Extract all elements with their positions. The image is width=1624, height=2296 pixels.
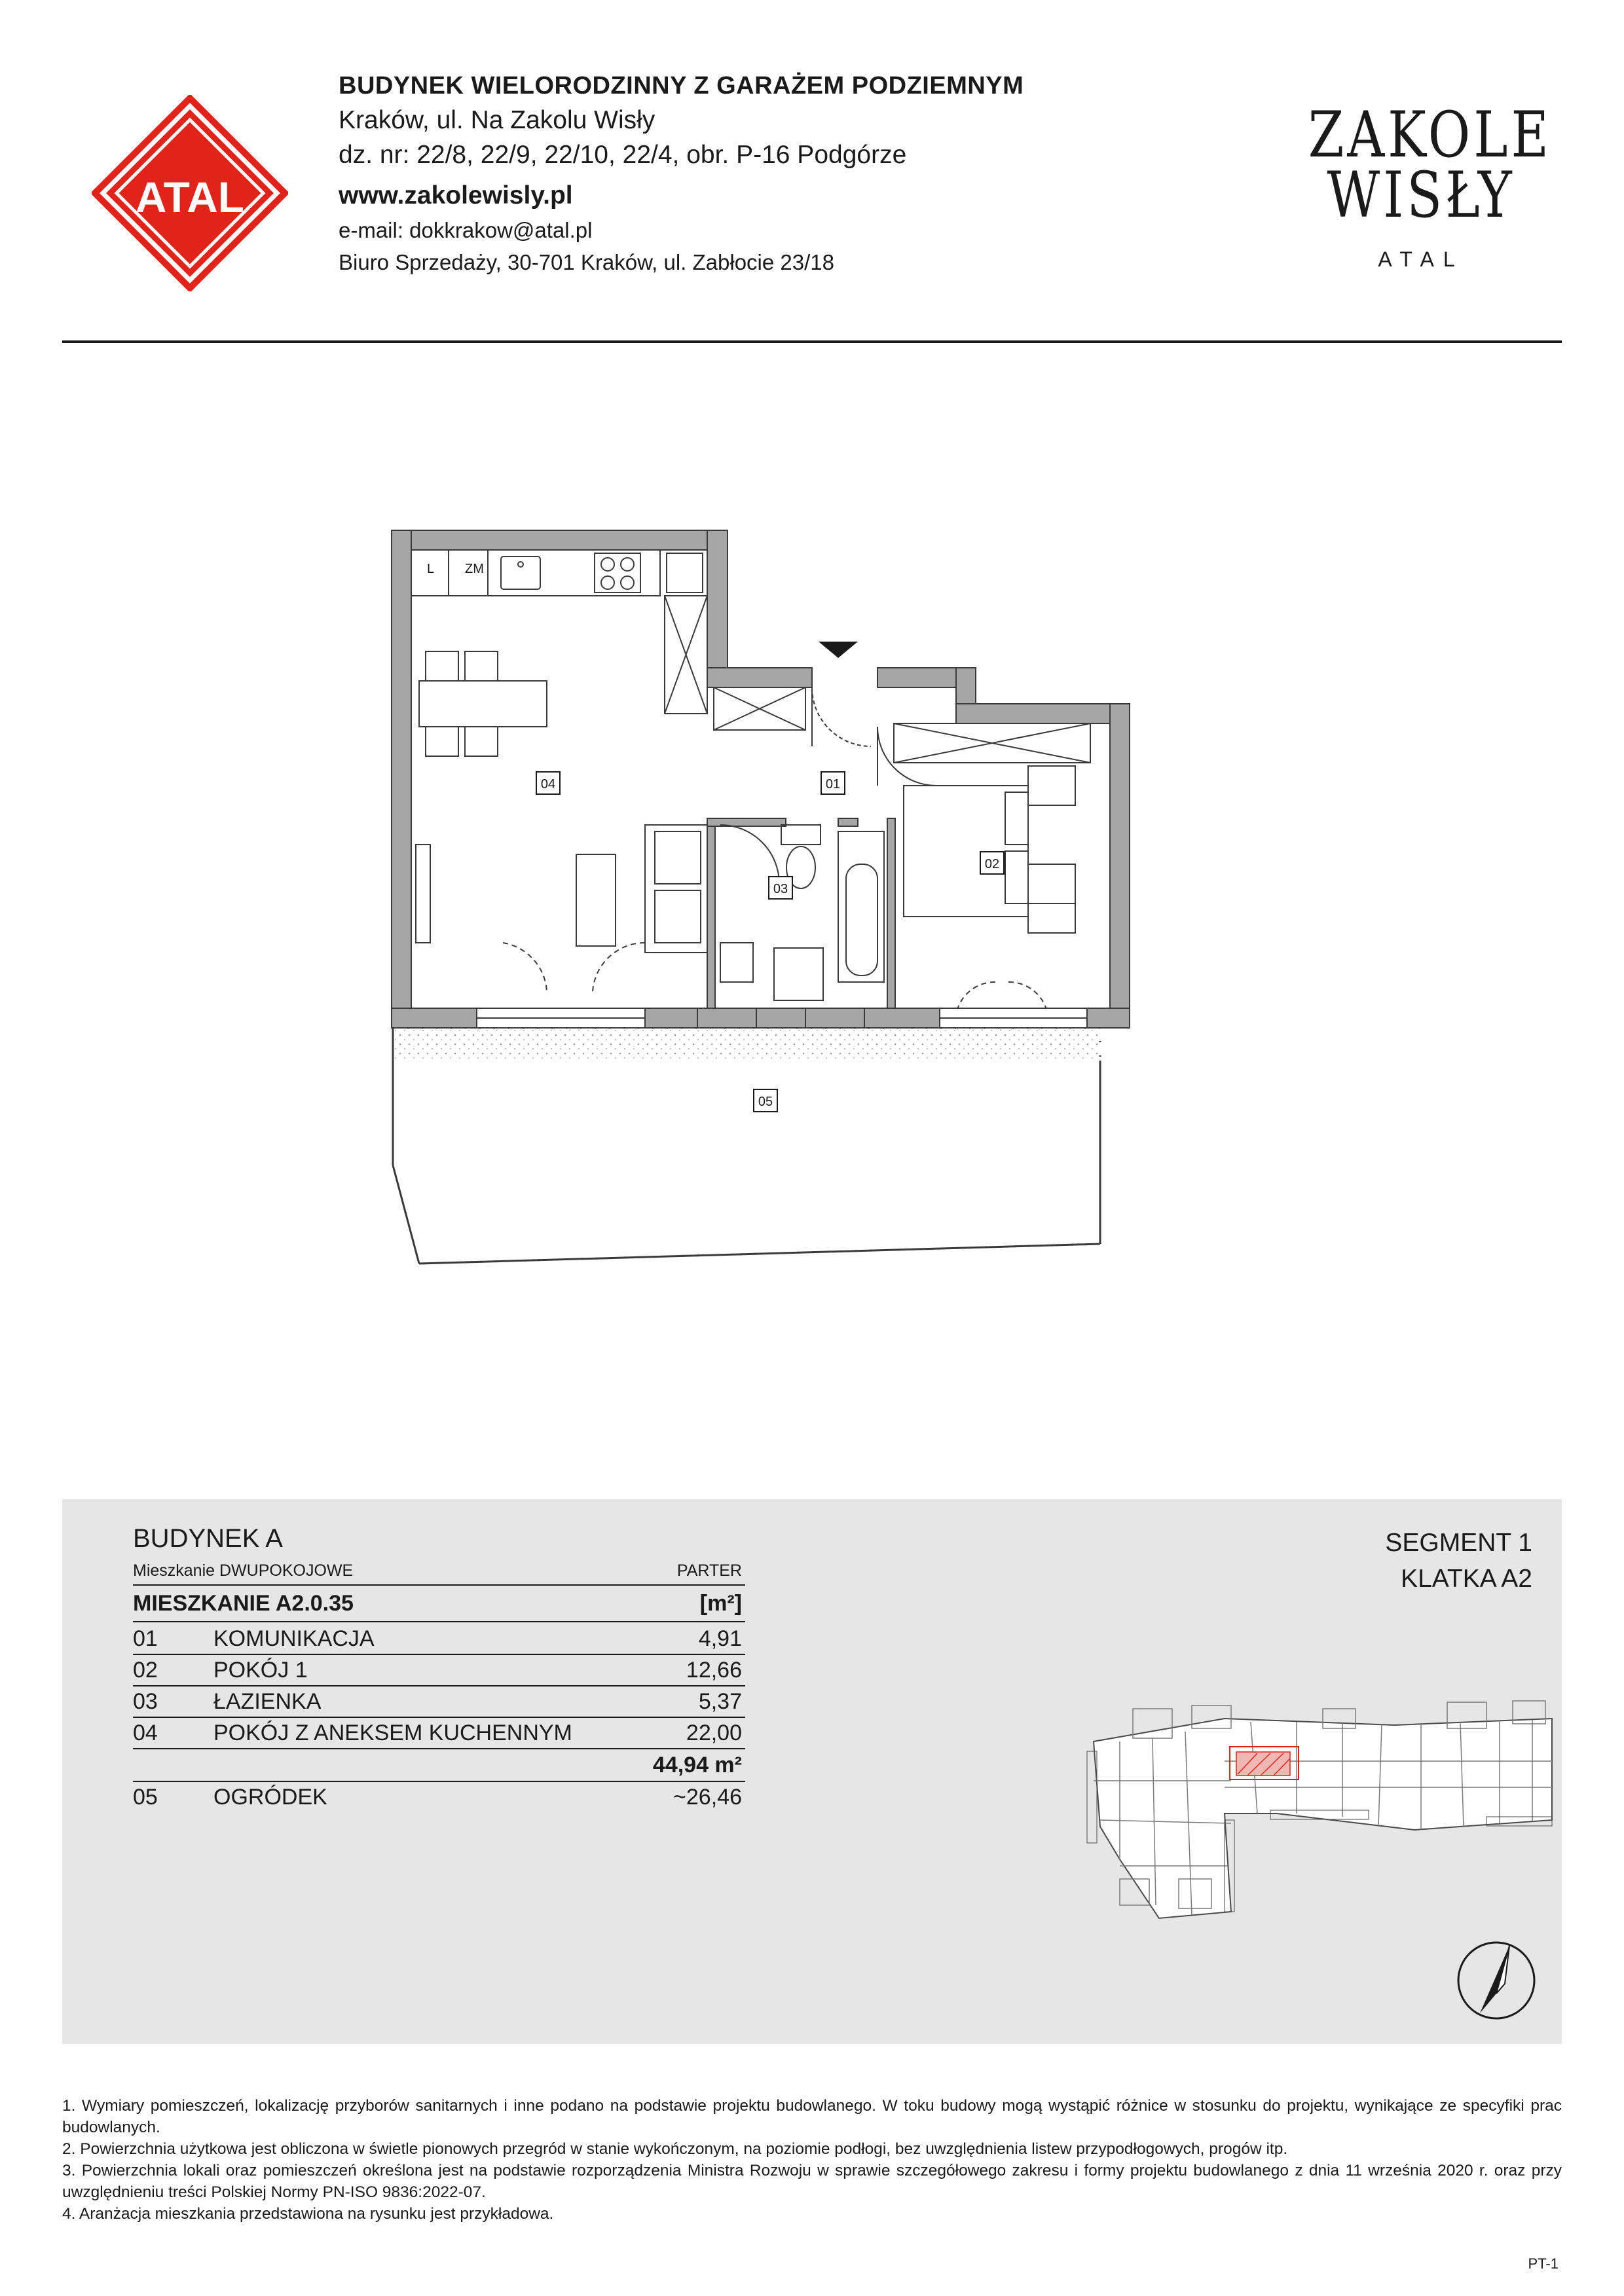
garden-no: 05 bbox=[133, 1785, 158, 1810]
header-divider bbox=[62, 340, 1562, 343]
brand-line1: ZAKOLE bbox=[1308, 98, 1552, 172]
floor-level: PARTER bbox=[676, 1561, 742, 1580]
staircase-label: KLATKA A2 bbox=[1401, 1565, 1532, 1593]
table-divider bbox=[133, 1584, 745, 1586]
atal-logo-text: ATAL bbox=[135, 173, 245, 221]
segment-label: SEGMENT 1 bbox=[1385, 1529, 1532, 1557]
living-furniture bbox=[416, 825, 707, 953]
room-name: KOMUNIKACJA bbox=[213, 1626, 375, 1651]
room-no: 01 bbox=[133, 1626, 158, 1651]
doors bbox=[503, 687, 1048, 1015]
building-name: BUDYNEK A bbox=[133, 1524, 283, 1553]
table-divider bbox=[133, 1621, 745, 1622]
room-area: 22,00 bbox=[686, 1721, 742, 1745]
walls bbox=[392, 530, 1130, 1028]
room-area: 4,91 bbox=[698, 1626, 742, 1651]
kitchen-counter bbox=[411, 550, 703, 596]
apartment-highlight bbox=[1230, 1747, 1299, 1779]
garden-area bbox=[393, 1028, 1100, 1264]
table-row bbox=[133, 1686, 745, 1718]
footnote: 3. Powierzchnia lokali oraz pomieszczeń określona jest na podstawie rozporządzenia Ministra Rozwoju w sprawie szczegółowego zakresu i formy projektu budowlanego z dnia 11 września 2020 r. oraz przy uwzględnieniu treści Polskiej Normy PN-ISO 9836:2022-07. bbox=[62, 2162, 1562, 2201]
compass-icon bbox=[1454, 1938, 1539, 2023]
brand-line2: WISŁY bbox=[1327, 158, 1515, 232]
apartment-number: MIESZKANIE A2.0.35 bbox=[133, 1591, 354, 1616]
bed bbox=[904, 766, 1075, 933]
apartment-type: Mieszkanie DWUPOKOJOWE bbox=[133, 1561, 354, 1580]
room-no: 04 bbox=[133, 1721, 158, 1745]
project-title: BUDYNEK WIELORODZINNY Z GARAŻEM PODZIEMNYM bbox=[339, 72, 1024, 100]
atal-logo bbox=[92, 95, 288, 291]
dining-set bbox=[419, 651, 547, 756]
table-row bbox=[133, 1624, 745, 1655]
garden-name: OGRÓDEK bbox=[213, 1785, 327, 1810]
website-link[interactable]: www.zakolewisly.pl bbox=[339, 181, 573, 210]
footnote: 1. Wymiary pomieszczeń, lokalizację przyborów sanitarnych i inne podano na podstawie projektu budowlanego. W toku budowy mogą wystąpić różnice w stosunku do projektu, wynikające ze specyfiki prac budowlanych. bbox=[62, 2097, 1562, 2136]
table-row bbox=[133, 1718, 745, 1749]
brand-line3: ATAL bbox=[1378, 247, 1464, 271]
total-row bbox=[133, 1749, 745, 1782]
room-tag-02: 02 bbox=[980, 851, 1005, 875]
room-tag-05: 05 bbox=[753, 1089, 778, 1112]
room-tag-03: 03 bbox=[768, 876, 793, 900]
footnotes bbox=[62, 2095, 1562, 2225]
room-name: POKÓJ Z ANEKSEM KUCHENNYM bbox=[213, 1721, 572, 1745]
room-no: 03 bbox=[133, 1689, 158, 1714]
entrance-arrow bbox=[819, 642, 858, 658]
footnote: 4. Aranżacja mieszkania przedstawiona na rysunku jest przykładowa. bbox=[62, 2205, 554, 2223]
project-address: Kraków, ul. Na Zakolu Wisły bbox=[339, 106, 655, 134]
room-area: 5,37 bbox=[698, 1689, 742, 1714]
unit-header: [m²] bbox=[699, 1591, 742, 1616]
table-row bbox=[133, 1655, 745, 1686]
project-plots: dz. nr: 22/8, 22/9, 22/10, 22/4, obr. P-16 Podgórze bbox=[339, 141, 907, 169]
label-zm: ZM bbox=[465, 562, 484, 576]
room-area: 12,66 bbox=[686, 1658, 742, 1683]
label-l: L bbox=[427, 562, 435, 576]
total-area: 44,94 m² bbox=[652, 1753, 742, 1777]
room-name: ŁAZIENKA bbox=[213, 1689, 322, 1714]
bathroom-fixtures bbox=[720, 825, 884, 1000]
sales-office-text: Biuro Sprzedaży, 30-701 Kraków, ul. Zabłocie 23/18 bbox=[339, 250, 834, 274]
room-name: POKÓJ 1 bbox=[213, 1658, 308, 1683]
room-tag-04: 04 bbox=[536, 771, 561, 795]
garden-row bbox=[133, 1782, 745, 1812]
floor-plan bbox=[380, 511, 1251, 1277]
key-plan bbox=[1080, 1683, 1559, 1925]
page-id: PT-1 bbox=[1528, 2255, 1559, 2272]
garden-area: ~26,46 bbox=[673, 1785, 742, 1810]
room-tag-01: 01 bbox=[821, 771, 845, 795]
room-no: 02 bbox=[133, 1658, 158, 1683]
room-table bbox=[133, 1624, 745, 1812]
email-text[interactable]: e-mail: dokkrakow@atal.pl bbox=[339, 218, 593, 242]
footnote: 2. Powierzchnia użytkowa jest obliczona w świetle pionowych przegród w stanie wykończonym, na poziomie podłogi, bez uwzględnienia listew przypodłogowych, progów itp. bbox=[62, 2140, 1288, 2158]
